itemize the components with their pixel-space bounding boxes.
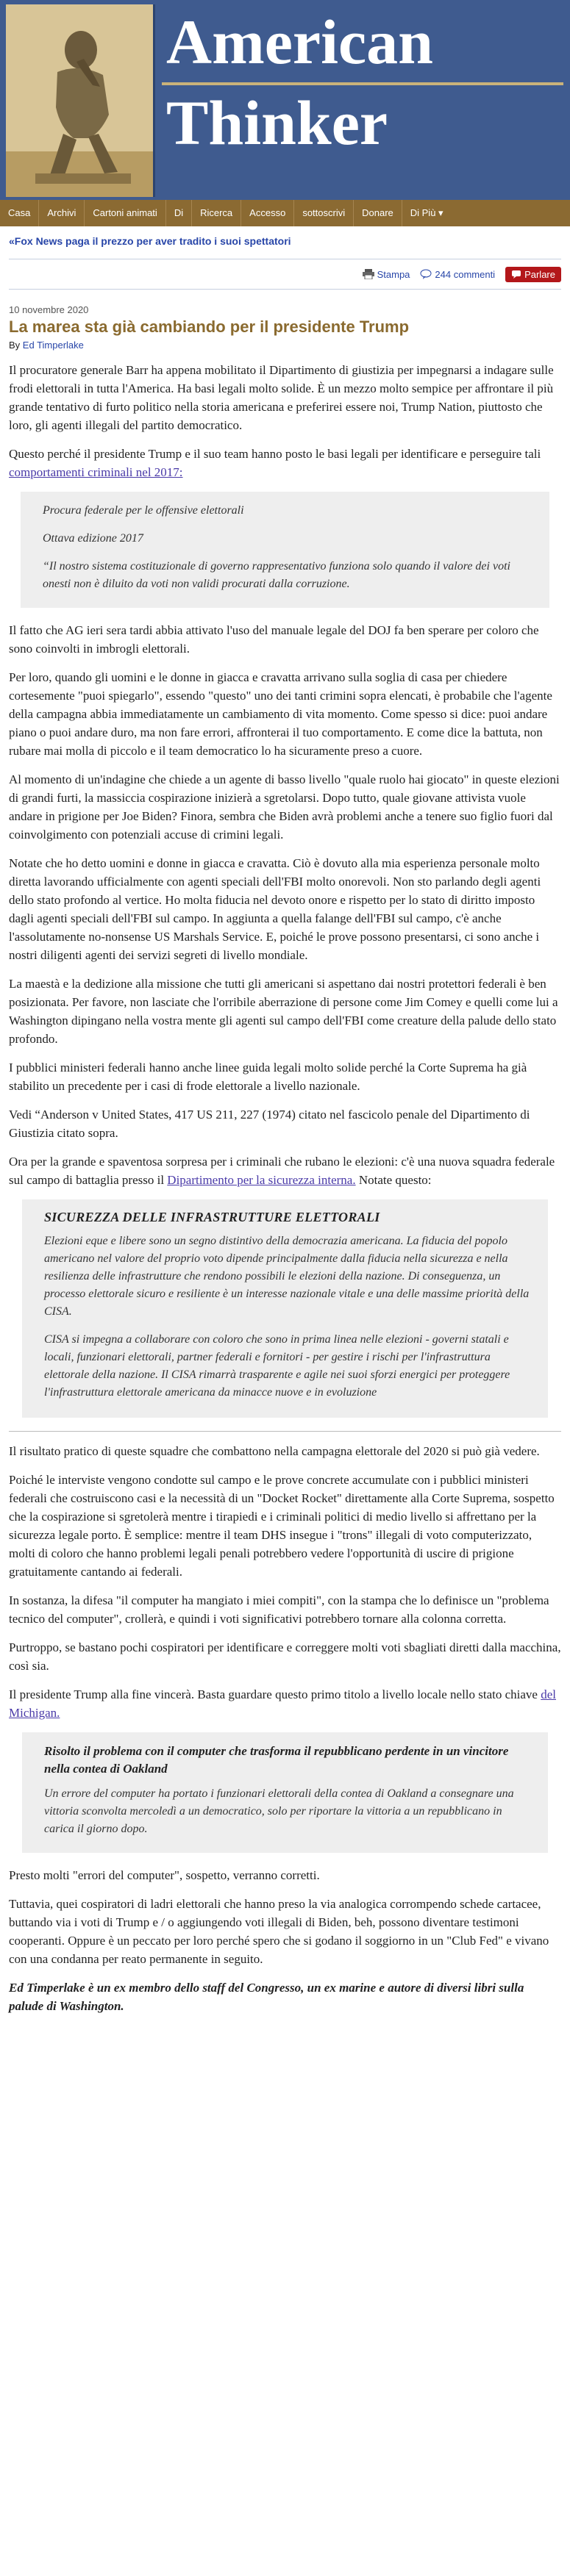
- title-divider: [162, 82, 563, 85]
- nav-item-archivi[interactable]: Archivi: [39, 200, 85, 226]
- site-title-line1: American: [166, 7, 433, 77]
- paragraph-8: I pubblici ministeri federali hanno anche linee guida legali molto solide perché la Corte Suprema ha già stabilito un precedente per i casi di frode elettorale a livello nazionale.: [9, 1061, 527, 1093]
- article-toolbar: [9, 259, 561, 290]
- paragraph-13: In sostanza, la difesa "il computer ha mangiato i miei compiti", con la stampa che lo definisce un "problema tecnico del computer", crollerà, e quindi i voti significativi potrebbero tornare alla colonna corretta.: [9, 1593, 549, 1626]
- speech-icon: [511, 270, 521, 279]
- comment-bubble-icon: [420, 269, 432, 279]
- nav-item-accesso[interactable]: Accesso: [241, 200, 294, 226]
- print-button[interactable]: [363, 269, 410, 280]
- nav-item-cartoni[interactable]: Cartoni animati: [85, 200, 165, 226]
- author-bio: Ed Timperlake è un ex membro dello staff del Congresso, un ex marine e autore di diversi libri sulla palude di Washington.: [9, 1981, 524, 2013]
- nav-item-ricerca[interactable]: Ricerca: [192, 200, 241, 226]
- talk-button[interactable]: [505, 267, 561, 282]
- article-title: La marea sta già cambiando per il presidente Trump: [9, 317, 410, 336]
- site-title-line2: Thinker: [166, 87, 388, 158]
- paragraph-10: [9, 1152, 561, 1189]
- paragraph-16: Presto molti "errori del computer", sospetto, verranno corretti.: [9, 1868, 320, 1882]
- nav-item-di[interactable]: Di: [166, 200, 192, 226]
- paragraph-4: Per loro, quando gli uomini e le donne in giacca e cravatta arrivano sulla soglia di casa per chiedere cortesemente "puoi spiegarlo", essendo "questo" uno dei tanti crimini sopra elencati, è probabile che l'agente della campagna abbia immediatamente un cambiamento di vita momento. Come spesso si dice: puoi andare piano o puoi andare duro, ma non fare errori, affronterai il tuo comportamento. E come dice la battuta, non rubare mai molla di piccolo e il team democratico lo ha sicuramente preso a cuore.: [9, 670, 552, 758]
- printer-icon: [363, 269, 374, 279]
- main-nav: [0, 200, 570, 226]
- comments-count: 244 commenti: [435, 268, 496, 280]
- oakland-box-paragraph: Un errore del computer ha portato i funzionari elettorali della contea di Oakland a consegnare una vittoria sconvolta mercoledì a un democratico, solo per riportare la vittoria a un repubblicano in carica il giorno dopo.: [44, 1787, 514, 1835]
- nav-item-casa[interactable]: Casa: [0, 200, 39, 226]
- doj-quote: [21, 492, 549, 608]
- oakland-box-title: Risolto il problema con il computer che trasforma il repubblicano perdente in un vincitore nella contea di Oakland: [44, 1744, 509, 1776]
- criminal-conduct-link[interactable]: comportamenti criminali nel 2017:: [9, 465, 183, 479]
- paragraph-2-text: Questo perché il presidente Trump e il suo team hanno posto le basi legali per identificare e perseguire tali: [9, 447, 541, 461]
- cisa-box-title: SICUREZZA DELLE INFRASTRUTTURE ELETTORALI: [44, 1210, 380, 1224]
- site-title[interactable]: [162, 6, 563, 193]
- nav-item-more[interactable]: Di Più ▾: [402, 200, 452, 226]
- paragraph-7: La maestà e la dedizione alla missione che tutti gli americani si aspettano dai nostri protettori federali è ben posizionata. Per favore, non lasciate che l'orribile aberrazione di persone come Jim Comey e quelli come lui a Washington dipingano nella vostra mente gli agenti sul campo dell'FBI come creature della palude dello stato profondo.: [9, 977, 558, 1046]
- comments-button[interactable]: [420, 269, 495, 280]
- logo-thinker-statue-image[interactable]: [6, 4, 155, 197]
- michigan-link[interactable]: del Michigan.: [9, 1687, 557, 1720]
- nav-item-donare[interactable]: Donare: [354, 200, 402, 226]
- site-header: [0, 0, 570, 200]
- quote-line-3: “Il nostro sistema costituzionale di governo rappresentativo funziona solo quando il valore dei voti onesti non è diluito da voti non validi procurati dalla corruzione.: [43, 560, 510, 590]
- paragraph-10-after: Notate questo:: [355, 1173, 432, 1187]
- paragraph-11: Il risultato pratico di queste squadre che combattono nella campagna elettorale del 2020 si può già vedere.: [9, 1444, 540, 1458]
- paragraph-12: Poiché le interviste vengono condotte sul campo e le prove concrete accumulate con i pubblici ministeri federali che costruiscono casi e la necessità di un "Docket Rocket" direttamente alla Corte Suprema, sospetto che la cospirazione si sgretolerà mentre i tirapiedi e i criminali politici di medio livello si affrettano per la sicurezza legale porto. È semplice: mentre il team DHS insegue i "trons" illegali di voto computerizzato, molti di coloro che hanno problemi legali penali potrebbero vedere l'opportunità di uscire di prigione gratuitamente cantando ai federali.: [9, 1473, 555, 1579]
- article-container: [0, 226, 570, 2015]
- paragraph-9: Vedi “Anderson v United States, 417 US 211, 227 (1974) citato nel fascicolo penale del Dipartimento di Giustizia citato sopra.: [9, 1108, 530, 1140]
- talk-label: Parlare: [524, 268, 555, 280]
- article-date: 10 novembre 2020: [9, 304, 89, 315]
- print-label: Stampa: [377, 268, 410, 280]
- dhs-link[interactable]: Dipartimento per la sicurezza interna.: [167, 1173, 356, 1187]
- divider: [9, 1431, 561, 1432]
- author-link[interactable]: Ed Timperlake: [22, 340, 84, 351]
- quote-line-1: Procura federale per le offensive elettorali: [43, 504, 244, 517]
- paragraph-10-text: Ora per la grande e spaventosa sorpresa per i criminali che rubano le elezioni: c'è una nuova squadra federale sul campo di battaglia presso il: [9, 1155, 555, 1187]
- paragraph-1: Il procuratore generale Barr ha appena mobilitato il Dipartimento di giustizia per impegnarsi a indagare sulle frodi elettorali in tutta l'America. Ha basi legali molto solide. È un mezzo molto sempice per affrontare il più grande tentativo di furto politico nella storia americana e preferirei essere noi, Trump Nation, piuttosto che loro, gli agenti illegali del partito democratico.: [9, 363, 554, 432]
- paragraph-14: Purtroppo, se bastano pochi cospiratori per identificare e correggere molti voti sbagliati diretti dalla macchina, così sia.: [9, 1640, 561, 1673]
- paragraph-15: [9, 1685, 561, 1722]
- nav-item-sottoscrivi[interactable]: sottoscrivi: [294, 200, 354, 226]
- thinker-statue-icon: [6, 4, 153, 197]
- cisa-box: [22, 1199, 548, 1418]
- cisa-box-paragraph-2: CISA si impegna a collaborare con coloro che sono in prima linea nelle elezioni - governi statali e locali, funzionari elettorali, partner federali e fornitori - per gestire i rischi per l'infrastruttura elettorale della nazione. Il CISA rimarrà trasparente e agile nei suoi sforzi energici per proteggere l'infrastruttura elettorale americana da minacce nuove e in evoluzione: [44, 1333, 510, 1399]
- paragraph-2: [9, 445, 561, 481]
- oakland-box: [22, 1732, 548, 1853]
- byline-prefix: By: [9, 340, 21, 351]
- paragraph-15-text: Il presidente Trump alla fine vincerà. Basta guardare questo primo titolo a livello locale nello stato chiave: [9, 1687, 541, 1701]
- quote-line-2: Ottava edizione 2017: [43, 532, 143, 545]
- previous-article-link[interactable]: «Fox News paga il prezzo per aver tradito i suoi spettatori: [9, 235, 291, 247]
- paragraph-3: Il fatto che AG ieri sera tardi abbia attivato l'uso del manuale legale del DOJ fa ben sperare per coloro che sono coinvolti in imbrogli elettorali.: [9, 623, 539, 656]
- byline: [9, 340, 561, 351]
- paragraph-5: Al momento di un'indagine che chiede a un agente di basso livello "quale ruolo hai giocato" in queste elezioni di grandi furti, la massiccia cospirazione inizierà a sgretolarsi. Dopo tutto, quale giovane attivista vuole andare in prigione per Joe Biden? Finora, sembra che Biden avrà problemi anche a tenere suo figlio fuori dal coinvolgimento con potenziali accuse di crimini legali.: [9, 772, 560, 842]
- previous-article-nav: [9, 226, 561, 253]
- paragraph-17: Tuttavia, quei cospiratori di ladri elettorali che hanno preso la via analogica corrompendo schede cartacee, buttando via i voti di Trump e / o aggiungendo voti illegali di Biden, beh, possono diventare testimoni cooperanti. Oppure è un peccato per loro perché spero che si godano il soggiorno in un "Club Fed" e vivano con una condanna per reato permanente in seguito.: [9, 1897, 549, 1966]
- paragraph-6: Notate che ho detto uomini e donne in giacca e cravatta. Ciò è dovuto alla mia esperienza personale molto diretta lavorando ufficialmente con agenti speciali dell'FBI molto onorevoli. Non sto parlando degli agenti dello stato profondo al vertice. Ho molta fiducia nel devoto onore e rispetto per lo stato di diritto imposto dagli agenti speciali dell'FBI sul campo. In aggiunta a quella falange dell'FBI sul campo, c'è anche l'assolutamente no-nonsense US Marshals Service. E, poiché le prove possono presentarsi, ci sono anche i nostri diligenti agenti dei servizi segreti di livello mondiale.: [9, 856, 541, 962]
- cisa-box-paragraph-1: Elezioni eque e libere sono un segno distintivo della democrazia americana. La fiducia del popolo americano nel valore del proprio voto dipende principalmente dalla fiducia nella sicurezza e nella resilienza delle infrastrutture che rendono possibili le elezioni della nazione. Di conseguenza, un processo elettorale sicuro e resiliente è un interesse nazionale vitale e una delle massime priorità della CISA.: [44, 1235, 530, 1318]
